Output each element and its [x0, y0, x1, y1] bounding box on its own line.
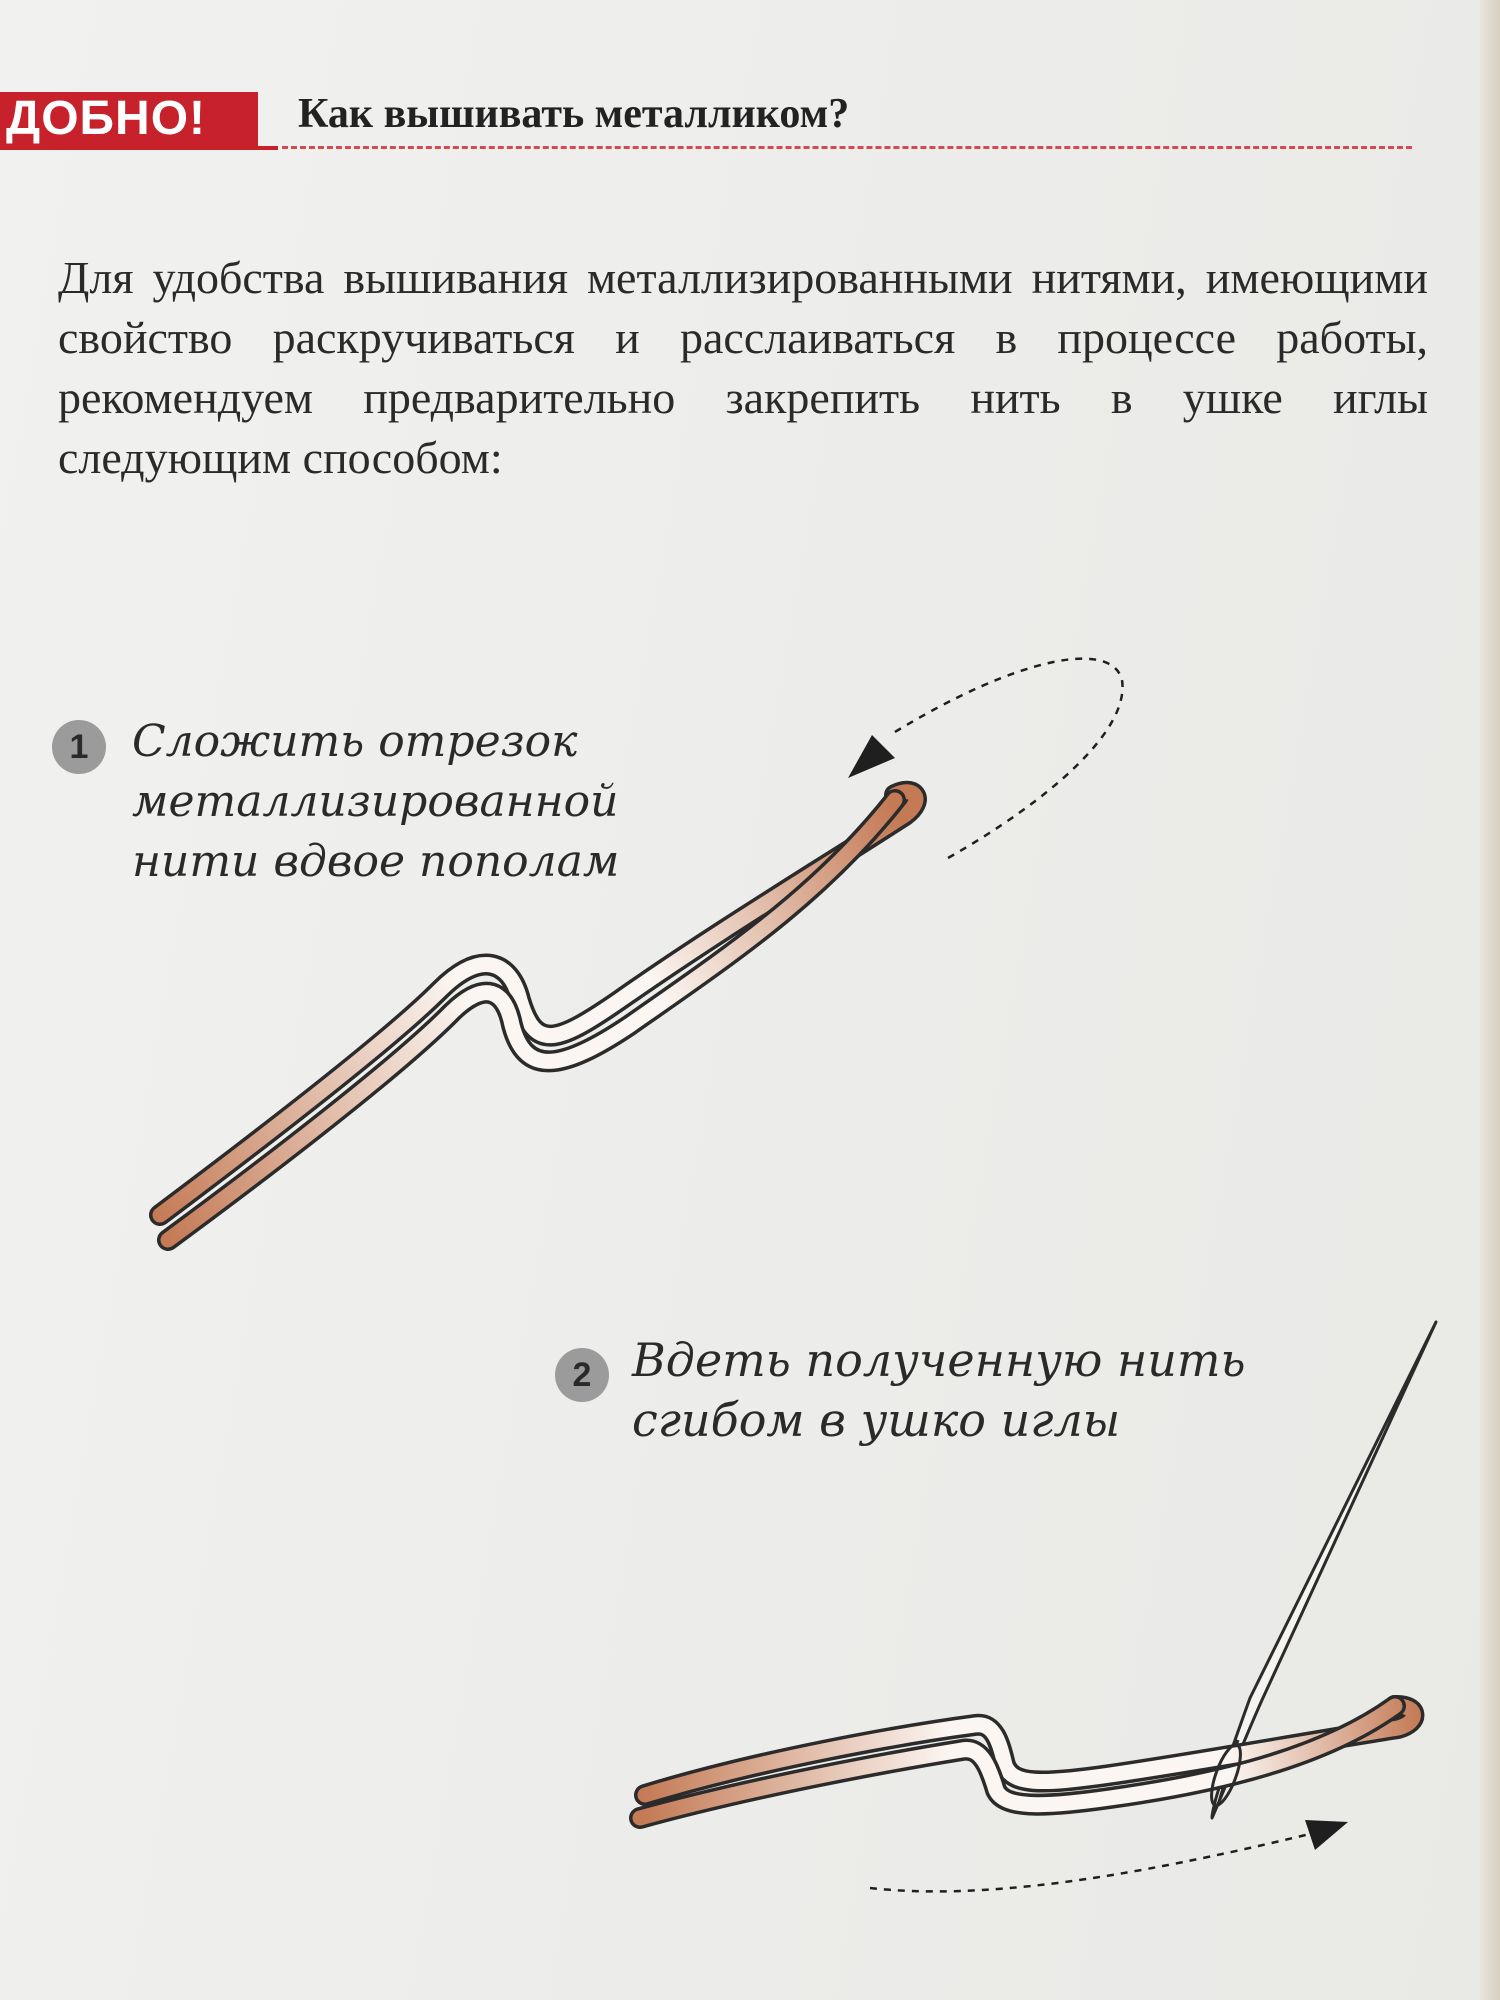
step-2-line-1: Вдеть полученную нить — [632, 1333, 1246, 1387]
step-2-number-badge: 2 — [555, 1348, 609, 1402]
intro-paragraph: Для удобства вышивания металлизированными нитями, имеющими свойство раскручиваться и расслаиваться в процессе работы, рекомендуем предварительно закрепить нить в ушке иглы следующим способом: — [58, 252, 1428, 483]
step-1-line-3: нити вдвое пополам — [132, 836, 620, 887]
step-1-line-2: металлизированной — [132, 776, 619, 827]
needle-with-thread-icon — [640, 1322, 1436, 1818]
step-1-line-1: Сложить отрезок — [132, 716, 578, 767]
step-1-number-badge: 1 — [52, 720, 106, 774]
threading-direction-arrow-icon — [870, 1820, 1348, 1891]
page-title: Как вышивать металликом? — [298, 91, 850, 137]
header-badge: ДОБНО! — [0, 92, 258, 146]
step-2-line-2: сгибом в ушко иглы — [632, 1393, 1121, 1447]
folded-thread-icon — [160, 792, 916, 1240]
